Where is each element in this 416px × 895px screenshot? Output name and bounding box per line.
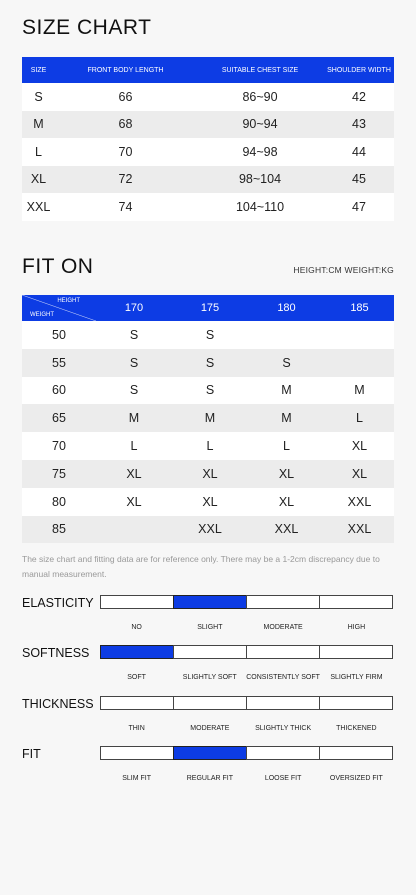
fit-size-cell: S — [96, 349, 172, 377]
scale-segment — [100, 696, 174, 710]
scale-segment — [319, 595, 393, 609]
fit-size-cell: XXL — [325, 488, 394, 516]
fit-size-cell: S — [172, 349, 248, 377]
fit-size-cell: L — [325, 404, 394, 432]
size-chart-header-row — [22, 57, 394, 83]
fit-row — [22, 488, 394, 516]
size-row — [22, 166, 394, 194]
fit-size-cell: M — [325, 377, 394, 405]
weight-cell: 55 — [22, 349, 96, 377]
size-cell: 42 — [324, 83, 394, 111]
header-size: SIZE — [22, 57, 55, 83]
fit-size-cell — [325, 321, 394, 349]
fit-size-cell: M — [248, 404, 325, 432]
scale-option-label: MODERATE — [263, 624, 303, 631]
height-185: 185 — [325, 295, 394, 321]
corner-height-label: HEIGHT — [57, 298, 80, 304]
size-cell: 43 — [324, 111, 394, 139]
elasticity-options — [100, 624, 393, 631]
fit-options — [100, 775, 393, 782]
scale-segment-selected — [173, 746, 247, 760]
fit-row — [22, 460, 394, 488]
fit-size-cell: M — [172, 404, 248, 432]
size-row — [22, 83, 394, 111]
size-cell: 74 — [55, 193, 196, 221]
fit-on-table — [22, 295, 394, 543]
fit-size-cell: XL — [96, 460, 172, 488]
size-row — [22, 111, 394, 139]
size-cell: 47 — [324, 193, 394, 221]
fit-scale — [100, 746, 393, 760]
size-cell: 45 — [324, 166, 394, 194]
corner-weight-label: WEIGHT — [30, 312, 54, 318]
fit-size-cell: XXL — [172, 516, 248, 544]
fit-size-cell: S — [248, 349, 325, 377]
fit-on-header-row — [22, 295, 394, 321]
fit-size-cell: XXL — [325, 516, 394, 544]
fit-on-title: FIT ON — [22, 255, 94, 278]
scale-option-label: THICKENED — [336, 725, 377, 732]
scale-segment-selected — [173, 595, 247, 609]
fit-row — [22, 321, 394, 349]
size-cell: XL — [22, 166, 55, 194]
fit-size-cell: L — [96, 432, 172, 460]
softness-scale — [100, 645, 393, 659]
fit-size-cell: XL — [172, 460, 248, 488]
elasticity-label: ELASTICITY — [22, 596, 94, 610]
weight-cell: 75 — [22, 460, 96, 488]
fit-size-cell: M — [96, 404, 172, 432]
weight-cell: 65 — [22, 404, 96, 432]
size-cell: M — [22, 111, 55, 139]
elasticity-scale — [100, 595, 393, 609]
fit-size-cell: S — [172, 321, 248, 349]
scale-option-label: THIN — [128, 725, 145, 732]
fit-size-cell: S — [172, 377, 248, 405]
scale-option-label: NO — [131, 624, 142, 631]
scale-segment — [246, 595, 320, 609]
size-row — [22, 193, 394, 221]
fit-size-cell — [248, 321, 325, 349]
fit-size-cell: S — [96, 321, 172, 349]
weight-cell: 70 — [22, 432, 96, 460]
fit-row — [22, 404, 394, 432]
fit-size-cell: XL — [248, 460, 325, 488]
size-chart-title: SIZE CHART — [22, 16, 152, 39]
size-cell: 44 — [324, 138, 394, 166]
fit-size-cell: XXL — [248, 516, 325, 544]
scale-segment — [319, 696, 393, 710]
scale-option-label: SLIGHTLY SOFT — [182, 674, 237, 681]
size-cell: S — [22, 83, 55, 111]
fit-size-cell: S — [96, 377, 172, 405]
size-row — [22, 138, 394, 166]
scale-segment — [246, 746, 320, 760]
scale-option-label: CONSISTENTLY SOFT — [246, 674, 320, 681]
fit-row — [22, 432, 394, 460]
scale-segment — [246, 696, 320, 710]
size-cell: XXL — [22, 193, 55, 221]
fit-size-cell — [325, 349, 394, 377]
size-cell: 68 — [55, 111, 196, 139]
fit-size-cell: XL — [248, 488, 325, 516]
size-cell: 94~98 — [196, 138, 324, 166]
size-cell: 90~94 — [196, 111, 324, 139]
fit-size-cell: M — [248, 377, 325, 405]
height-180: 180 — [248, 295, 325, 321]
header-chest-size: SUITABLE CHEST SIZE — [196, 57, 324, 83]
size-cell: 104~110 — [196, 193, 324, 221]
scale-segment — [319, 746, 393, 760]
size-cell: L — [22, 138, 55, 166]
thickness-options — [100, 725, 393, 732]
header-front-body-length: FRONT BODY LENGTH — [55, 57, 196, 83]
scale-segment — [100, 595, 174, 609]
fit-row — [22, 349, 394, 377]
scale-option-label: SLIGHT — [197, 624, 223, 631]
fit-row — [22, 516, 394, 544]
weight-cell: 60 — [22, 377, 96, 405]
size-cell: 72 — [55, 166, 196, 194]
units-label: HEIGHT:CM WEIGHT:KG — [293, 265, 394, 275]
height-175: 175 — [172, 295, 248, 321]
fit-size-cell: XL — [325, 432, 394, 460]
size-cell: 70 — [55, 138, 196, 166]
height-weight-corner — [22, 295, 96, 321]
thickness-scale — [100, 696, 393, 710]
size-cell: 86~90 — [196, 83, 324, 111]
fit-size-cell — [96, 516, 172, 544]
scale-segment — [100, 746, 174, 760]
scale-segment-selected — [100, 645, 174, 659]
height-170: 170 — [96, 295, 172, 321]
scale-option-label: SLIGHTLY THICK — [255, 725, 312, 732]
weight-cell: 50 — [22, 321, 96, 349]
scale-option-label: HIGH — [347, 624, 366, 631]
scale-segment — [173, 696, 247, 710]
fit-size-cell: L — [172, 432, 248, 460]
disclaimer-note: The size chart and fitting data are for reference only. There may be a 1-2cm discrepancy due to manual measurement. — [22, 554, 380, 579]
scale-segment — [319, 645, 393, 659]
size-cell: 98~104 — [196, 166, 324, 194]
scale-option-label: SLIM FIT — [122, 775, 152, 782]
header-shoulder-width: SHOULDER WIDTH — [324, 57, 394, 83]
scale-option-label: LOOSE FIT — [264, 775, 302, 782]
size-chart-table — [22, 57, 394, 221]
fit-label: FIT — [22, 747, 41, 761]
scale-option-label: REGULAR FIT — [186, 775, 234, 782]
scale-segment — [246, 645, 320, 659]
thickness-label: THICKNESS — [22, 697, 94, 711]
weight-cell: 80 — [22, 488, 96, 516]
softness-options — [100, 674, 393, 681]
fit-size-cell: L — [248, 432, 325, 460]
fit-size-cell: XL — [325, 460, 394, 488]
softness-label: SOFTNESS — [22, 646, 90, 660]
weight-cell: 85 — [22, 516, 96, 544]
fit-size-cell: XL — [172, 488, 248, 516]
scale-option-label: SLIGHTLY FIRM — [330, 674, 383, 681]
scale-option-label: OVERSIZED FIT — [329, 775, 383, 782]
size-cell: 66 — [55, 83, 196, 111]
fit-row — [22, 377, 394, 405]
scale-option-label: SOFT — [127, 674, 146, 681]
fit-size-cell: XL — [96, 488, 172, 516]
scale-option-label: MODERATE — [190, 725, 230, 732]
scale-segment — [173, 645, 247, 659]
